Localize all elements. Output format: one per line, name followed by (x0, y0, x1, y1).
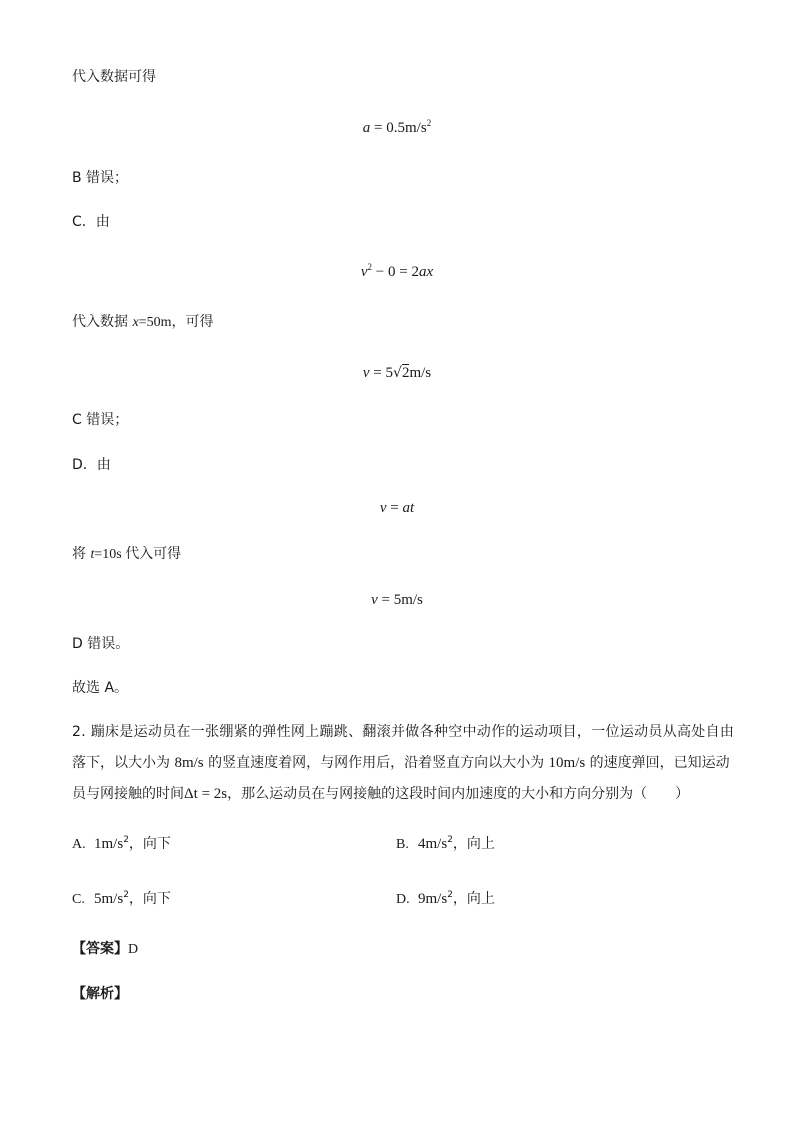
question-text: 2. 蹦床是运动员在一张绷紧的弹性网上蹦跳、翻滚并做各种空中动作的运动项目，一位运动员从高处自由 (72, 724, 735, 740)
text-line: 故选 A。 (72, 680, 129, 696)
text-line: D 错误。 (72, 636, 130, 652)
text-line: 将 t=10s 代入可得 (72, 546, 182, 562)
equation-velocity-result: v = 5m/s (371, 592, 423, 608)
text-line: 代入数据 x=50m，可得 (72, 314, 214, 330)
answer-line (72, 939, 138, 960)
answer-value: D (128, 942, 139, 957)
option-a[interactable]: A. $1m/s^2$，向下 (72, 835, 171, 852)
text-line: B 错误； (72, 170, 129, 186)
text-line: D．由 (72, 457, 111, 473)
answer-tag: 【答案】 (72, 941, 128, 957)
question-text: 落下，以大小为 8m/s 的竖直速度着网，与网作用后，沿着竖直方向以大小为 10m/s 的速度弹回，已知运动 (72, 755, 730, 771)
option-d[interactable]: D. $9m/s^2$，向上 (396, 890, 495, 907)
analysis-line (72, 984, 128, 1004)
text-line: C．由 (72, 214, 110, 230)
sqrt-symbol: √ (393, 365, 402, 381)
option-c[interactable]: C. $5m/s^2$，向下 (72, 890, 171, 907)
question-text: 员与网接触的时间Δt = 2s，那么运动员在与网接触的这段时间内加速度的大小和方向分别为（ ） (72, 786, 690, 802)
equation-velocity-sqrt: v = 5√2m/s (362, 365, 432, 381)
text-line: 代入数据可得 (72, 69, 156, 85)
equation-v-at: v = at (379, 500, 415, 516)
analysis-tag: 【解析】 (72, 986, 128, 1002)
text-line: C 错误； (72, 412, 129, 428)
equation-kinematic: $v^2 - 0 = 2ax$ (360, 262, 434, 280)
equation-acceleration: $a = 0.5m/s^2$ (362, 118, 432, 136)
option-b[interactable]: B. $4m/s^2$，向上 (396, 835, 495, 852)
